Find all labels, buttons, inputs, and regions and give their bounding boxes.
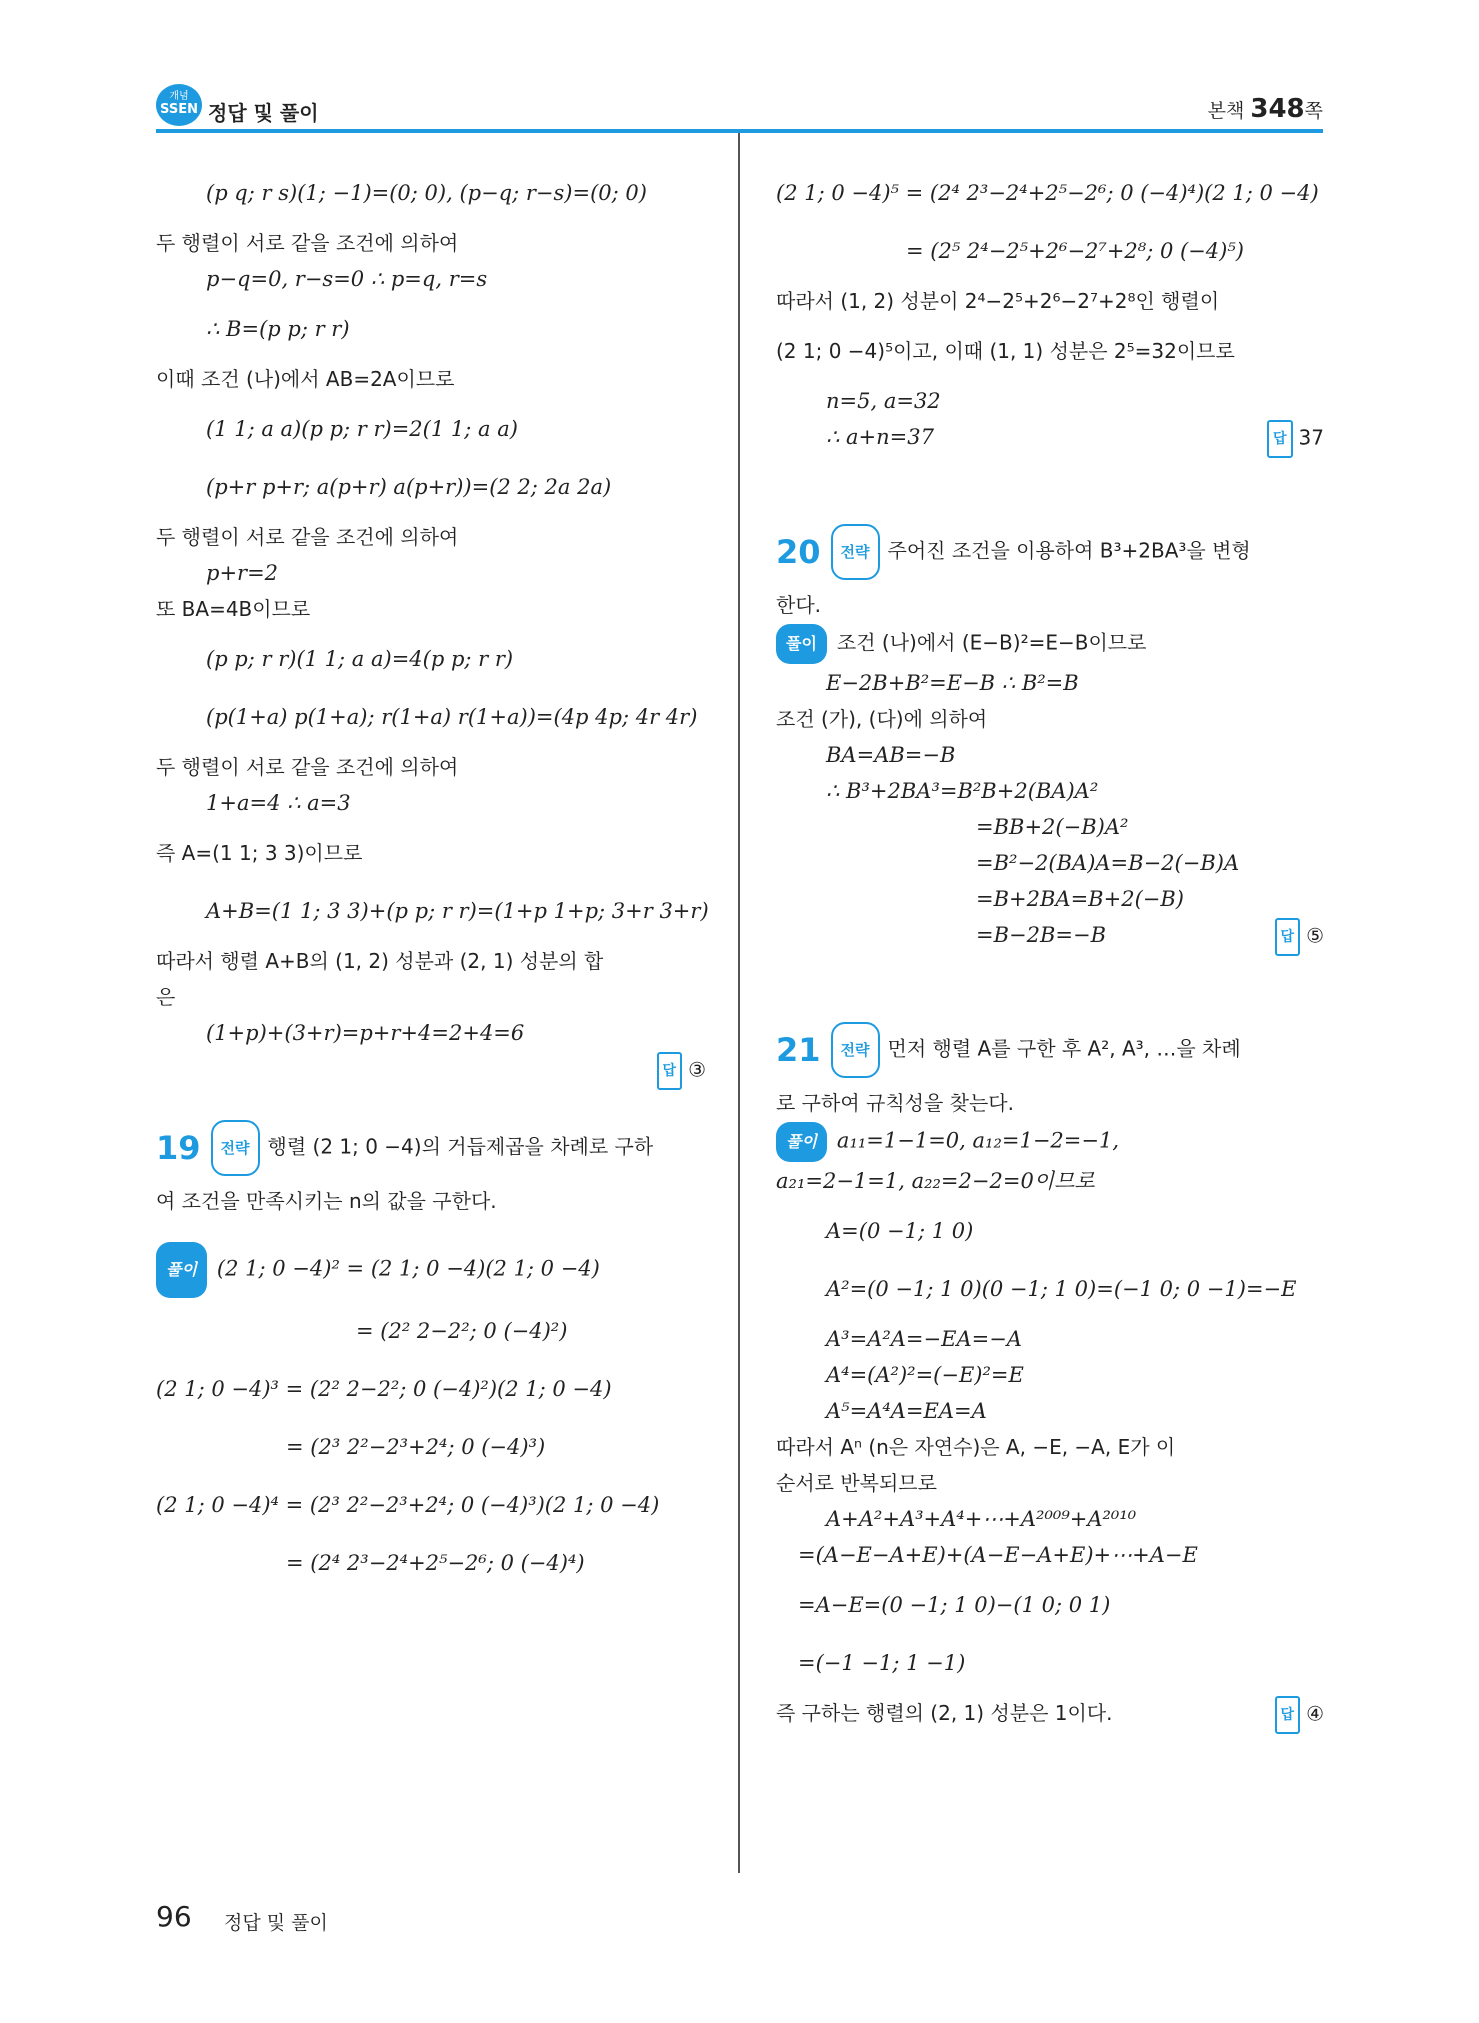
solution-line: BA=AB=−B — [826, 743, 956, 767]
solution-line: (2 1; 0 −4)⁵ = (2⁴ 2³−2⁴+2⁵−2⁶; 0 (−4)⁴)(2 1; 0 −4) — [776, 181, 1319, 205]
solution-line: = (2⁴ 2³−2⁴+2⁵−2⁶; 0 (−4)⁴) — [286, 1551, 585, 1575]
problem-21-header — [776, 1022, 1324, 1078]
answer-value: 37 — [1298, 425, 1324, 450]
problem-19-header — [156, 1120, 706, 1176]
answer-label: 답 — [1267, 420, 1293, 458]
solution-text: ∴ a+n=37 — [826, 425, 934, 449]
strategy-text: 행렬 (2 1; 0 −4)의 거듭제곱을 차례로 구하 — [267, 1134, 654, 1159]
solution-line: (2 1; 0 −4)⁵이고, 이때 (1, 1) 성분은 2⁵=32이므로 — [776, 339, 1235, 363]
solution-line: 즉 A=(1 1; 3 3)이므로 — [156, 841, 363, 865]
solution-line — [156, 1242, 706, 1298]
solution-line: 순서로 반복되므로 — [776, 1471, 937, 1495]
answer-mark — [1275, 918, 1324, 956]
problem-number: 21 — [776, 1031, 821, 1069]
solution-line: A³=A²A=−EA=−A — [826, 1327, 1022, 1351]
solution-tag: 풀이 — [776, 1122, 827, 1162]
solution-line: (p+r p+r; a(p+r) a(p+r))=(2 2; 2a 2a) — [206, 475, 612, 499]
solution-line: (p q; r s)(1; −1)=(0; 0), (p−q; r−s)=(0; 0) — [206, 181, 647, 205]
footer-title: 정답 및 풀이 — [224, 1912, 328, 1934]
strategy-text: 주어진 조건을 이용하여 B³+2BA³을 변형 — [887, 538, 1251, 563]
problem-number: 20 — [776, 533, 821, 571]
solution-line: 이때 조건 (나)에서 AB=2A이므로 — [156, 367, 455, 391]
solution-line: ∴ B³+2BA³=B²B+2(BA)A² — [826, 779, 1099, 803]
solution-line — [776, 918, 1324, 952]
solution-tag: 풀이 — [156, 1242, 207, 1298]
page-title: 정답 및 풀이 — [208, 101, 319, 125]
answer-label: 답 — [1275, 1696, 1301, 1734]
solution-line: A⁵=A⁴A=EA=A — [826, 1399, 987, 1423]
solution-line: =B+2BA=B+2(−B) — [976, 887, 1184, 911]
strategy-tag: 전략 — [831, 1022, 880, 1078]
solution-line: E−2B+B²=E−B ∴ B²=B — [826, 671, 1079, 695]
solution-text: (2 1; 0 −4)² = (2 1; 0 −4)(2 1; 0 −4) — [216, 1256, 600, 1281]
solution-line: 은 — [156, 985, 176, 1009]
solution-line — [776, 1696, 1324, 1730]
answer-value: ④ — [1306, 1701, 1324, 1726]
solution-line — [776, 624, 1324, 664]
solution-line: (1 1; a a)(p p; r r)=2(1 1; a a) — [206, 417, 518, 441]
solution-line: 조건 (가), (다)에 의하여 — [776, 707, 988, 731]
solution-line: 두 행렬이 서로 같을 조건에 의하여 — [156, 755, 459, 779]
problem-20-header — [776, 524, 1324, 580]
solution-line: = (2⁵ 2⁴−2⁵+2⁶−2⁷+2⁸; 0 (−4)⁵) — [906, 239, 1244, 263]
solution-line: (1+p)+(3+r)=p+r+4=2+4=6 — [206, 1021, 525, 1045]
solution-line: 따라서 (1, 2) 성분이 2⁴−2⁵+2⁶−2⁷+2⁸인 행렬이 — [776, 289, 1220, 313]
solution-line: ∴ B=(p p; r r) — [206, 317, 350, 341]
solution-line: A⁴=(A²)²=(−E)²=E — [826, 1363, 1024, 1387]
solution-text: 조건 (나)에서 (E−B)²=E−B이므로 — [836, 630, 1147, 655]
ref-label: 본책 — [1207, 100, 1245, 122]
right-column — [776, 160, 1324, 1734]
brand-badge — [156, 84, 202, 126]
strategy-text-cont: 여 조건을 만족시키는 n의 값을 구한다. — [156, 1189, 497, 1213]
page-reference — [1208, 94, 1323, 124]
solution-line — [776, 1122, 1324, 1162]
solution-line: A+B=(1 1; 3 3)+(p p; r r)=(1+p 1+p; 3+r 3+r) — [206, 899, 709, 923]
solution-line: 따라서 Aⁿ (n은 자연수)은 A, −E, −A, E가 이 — [776, 1435, 1176, 1459]
solution-line: p−q=0, r−s=0 ∴ p=q, r=s — [206, 267, 488, 291]
solution-text: 즉 구하는 행렬의 (2, 1) 성분은 1이다. — [776, 1701, 1113, 1725]
ref-unit: 쪽 — [1304, 100, 1323, 122]
problem-number: 19 — [156, 1129, 201, 1167]
strategy-tag: 전략 — [831, 524, 880, 580]
solution-line: =A−E=(0 −1; 1 0)−(1 0; 0 1) — [798, 1593, 1111, 1617]
left-column — [156, 160, 709, 1596]
answer-value: ⑤ — [1306, 923, 1324, 948]
strategy-text-cont: 한다. — [776, 593, 821, 617]
strategy-text-cont: 로 구하여 규칙성을 찾는다. — [776, 1091, 1014, 1115]
answer-mark — [657, 1052, 706, 1090]
solution-line: p+r=2 — [206, 561, 279, 585]
solution-line: = (2² 2−2²; 0 (−4)²) — [356, 1319, 568, 1343]
strategy-tag: 전략 — [211, 1120, 260, 1176]
column-divider — [738, 133, 740, 1873]
solution-line: (p p; r r)(1 1; a a)=4(p p; r r) — [206, 647, 514, 671]
answer-label: 답 — [657, 1052, 683, 1090]
solution-line: 두 행렬이 서로 같을 조건에 의하여 — [156, 231, 459, 255]
solution-line: 또 BA=4B이므로 — [156, 597, 311, 621]
answer-mark — [1267, 420, 1324, 458]
solution-text: =B−2B=−B — [976, 923, 1107, 947]
ref-number: 348 — [1250, 94, 1305, 124]
solution-line: =B²−2(BA)A=B−2(−B)A — [976, 851, 1240, 875]
solution-line: A+A²+A³+A⁴+⋯+A²⁰⁰⁹+A²⁰¹⁰ — [826, 1507, 1137, 1531]
solution-line: A²=(0 −1; 1 0)(0 −1; 1 0)=(−1 0; 0 −1)=−E — [826, 1277, 1297, 1301]
page-number: 96 — [156, 1900, 192, 1933]
solution-tag: 풀이 — [776, 624, 827, 664]
solution-line — [776, 420, 1324, 454]
solution-line: a₂₁=2−1=1, a₂₂=2−2=0이므로 — [776, 1169, 1095, 1193]
answer-label: 답 — [1275, 918, 1301, 956]
solution-line: n=5, a=32 — [826, 389, 941, 413]
brand-badge-top: 개념 — [169, 91, 189, 102]
solution-line: 1+a=4 ∴ a=3 — [206, 791, 351, 815]
solution-line: A=(0 −1; 1 0) — [826, 1219, 974, 1243]
solution-line: 두 행렬이 서로 같을 조건에 의하여 — [156, 525, 459, 549]
solution-line: =(A−E−A+E)+(A−E−A+E)+⋯+A−E — [798, 1543, 1198, 1567]
answer-value: ③ — [688, 1057, 706, 1082]
solution-line: (p(1+a) p(1+a); r(1+a) r(1+a))=(4p 4p; 4r 4r) — [206, 705, 698, 729]
solution-line: (2 1; 0 −4)³ = (2² 2−2²; 0 (−4)²)(2 1; 0 −4) — [156, 1377, 612, 1401]
solution-line: (2 1; 0 −4)⁴ = (2³ 2²−2³+2⁴; 0 (−4)³)(2 1; 0 −4) — [156, 1493, 660, 1517]
solution-line: =BB+2(−B)A² — [976, 815, 1129, 839]
solution-text: a₁₁=1−1=0, a₁₂=1−2=−1, — [836, 1128, 1119, 1153]
solution-line: =(−1 −1; 1 −1) — [798, 1651, 966, 1675]
solution-line: 따라서 행렬 A+B의 (1, 2) 성분과 (2, 1) 성분의 합 — [156, 949, 604, 973]
strategy-text: 먼저 행렬 A를 구한 후 A², A³, …을 차례 — [887, 1036, 1241, 1061]
answer-mark — [1275, 1696, 1324, 1734]
solution-line: = (2³ 2²−2³+2⁴; 0 (−4)³) — [286, 1435, 546, 1459]
brand-badge-bottom: SSEN — [160, 102, 198, 117]
